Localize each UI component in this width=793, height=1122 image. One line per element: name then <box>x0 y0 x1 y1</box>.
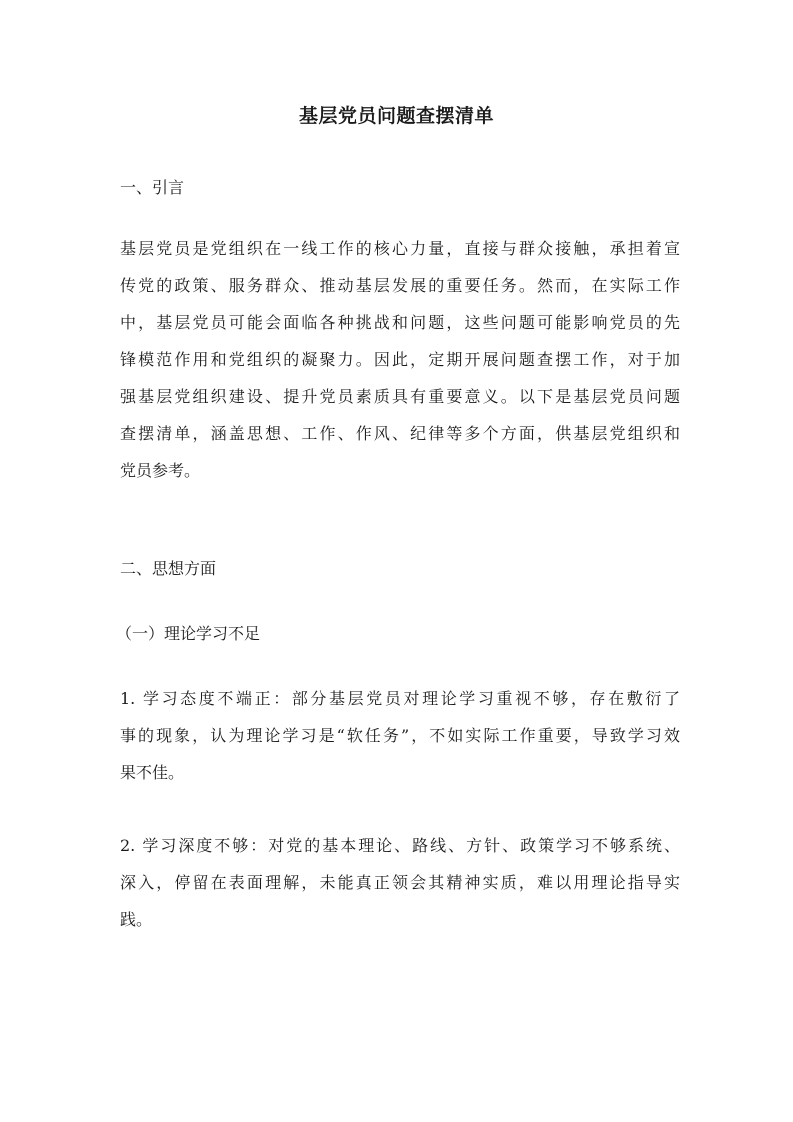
paragraph-line: 深入，停留在表面理解，未能真正领会其精神实质，难以用理论指导实 <box>120 873 680 892</box>
paragraph-line: 中，基层党员可能会面临各种挑战和问题，这些问题可能影响党员的先 <box>120 313 680 332</box>
paragraph-line: 查摆清单，涵盖思想、工作、作风、纪律等多个方面，供基层党组织和 <box>120 424 680 443</box>
paragraph-line: 1. 学习态度不端正：部分基层党员对理论学习重视不够，存在敷衍了 <box>120 689 680 708</box>
paragraph-line: 果不佳。 <box>120 763 185 782</box>
intro-paragraph <box>120 237 680 496</box>
section-heading-introduction: 一、引言 <box>120 178 185 197</box>
paragraph-line: 事的现象，认为理论学习是“软任务”，不如实际工作重要，导致学习效 <box>120 726 680 745</box>
list-item-1 <box>120 687 680 798</box>
list-item-2 <box>120 834 680 945</box>
paragraph-line: 传党的政策、服务群众、推动基层发展的重要任务。然而，在实际工作 <box>120 276 680 295</box>
subsection-heading-theory-study: （一）理论学习不足 <box>116 624 261 643</box>
section-heading-ideology: 二、思想方面 <box>120 559 217 578</box>
paragraph-line: 践。 <box>120 910 153 929</box>
paragraph-line: 基层党员是党组织在一线工作的核心力量，直接与群众接触，承担着宣 <box>120 239 680 258</box>
paragraph-line: 锋模范作用和党组织的凝聚力。因此，定期开展问题查摆工作，对于加 <box>120 350 680 369</box>
paragraph-line: 2. 学习深度不够：对党的基本理论、路线、方针、政策学习不够系统、 <box>120 836 680 855</box>
document-title: 基层党员问题查摆清单 <box>298 105 494 127</box>
paragraph-line: 党员参考。 <box>120 461 201 480</box>
paragraph-line: 强基层党组织建设、提升党员素质具有重要意义。以下是基层党员问题 <box>120 387 680 406</box>
